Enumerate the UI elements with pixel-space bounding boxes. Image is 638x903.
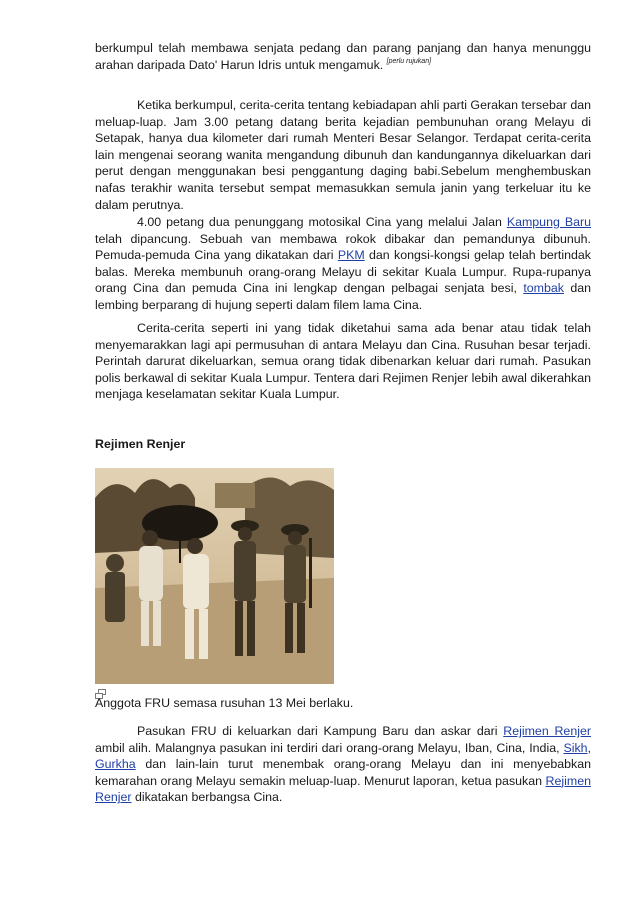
- link-pkm[interactable]: PKM: [337, 248, 365, 263]
- paragraph-1: [95, 40, 591, 73]
- paragraph-3: [95, 214, 591, 314]
- paragraph-2: [95, 97, 591, 213]
- link-rejimen-renjer-2[interactable]: Rejimen Renjer: [95, 773, 591, 805]
- paragraph-5-text-2: ambil alih. Malangnya pasukan ini terdiri dari orang-orang Melayu, Iban, Cina, India,: [95, 740, 564, 755]
- paragraph-2-text: Ketika berkumpul, cerita-cerita tentang kebiadapan ahli parti Gerakan tersebar dan meluap-luap. Jam 3.00 petang datang berita kejadian pembunuhan orang Melayu di Setapak, hanya dua kilometer dari rumah Menteri Besar Selangor. Terdapat cerita-cerita lain mengenai seorang wanita mengandung dibunuh dan kandungannya dikeluarkan dari perut dengan menggunakan besi penggantung daging babi.Sebelum menghembuskan nafas terakhir wanita tersebut sempat memasukkan semula janin yang terkeluar itu ke dalam perutnya.: [95, 98, 591, 212]
- riot-photo[interactable]: [95, 468, 334, 684]
- paragraph-5-text-5: dikatakan berbangsa Cina.: [131, 790, 283, 805]
- paragraph-5-text-1: Pasukan FRU di keluarkan dari Kampung Baru dan askar dari: [137, 724, 504, 738]
- paragraph-3-text-1: 4.00 petang dua penunggang motosikal Cina yang melalui Jalan: [137, 215, 507, 229]
- link-sikh[interactable]: Sikh: [563, 740, 588, 755]
- paragraph-5: [95, 723, 591, 806]
- riot-photo-image: [95, 468, 334, 684]
- link-kampung-baru[interactable]: Kampung Baru: [506, 215, 591, 229]
- paragraph-3-text-4: dan lembing berparang di hujung seperti dalam filem lama Cina.: [95, 281, 591, 312]
- link-rejimen-renjer[interactable]: Rejimen Renjer: [503, 724, 591, 738]
- paragraph-3-text-2: telah dipancung. Sebuah van membawa rokok dibakar dan pemandunya dibunuh. Pemuda-pemuda Cina yang dikatakan dari: [95, 231, 591, 263]
- paragraph-3-text-3: dan kongsi-kongsi gelap telah bertindak balas. Mereka membunuh orang-orang Melayu di sekitar Kuala Lumpur. Rupa-rupanya orang Cina dan pemuda Cina ini lengkap dengan pelbagai senjata besi,: [95, 248, 591, 296]
- section-heading: Rejimen Renjer: [95, 437, 186, 451]
- paragraph-5-text-3: ,: [587, 740, 591, 755]
- paragraph-1-text: berkumpul telah membawa senjata pedang dan parang panjang dan hanya menunggu arahan daripada Dato' Harun Idris untuk mengamuk.: [95, 41, 591, 72]
- citation-needed-note[interactable]: [perlu rujukan]: [386, 57, 432, 65]
- paragraph-4: [95, 320, 591, 403]
- paragraph-4-text: Cerita-cerita seperti ini yang tidak diketahui sama ada benar atau tidak telah menyemarakkan lagi api permusuhan di antara Melayu dan Cina. Rusuhan besar terjadi. Perintah darurat dikeluarkan, semua orang tidak dibenarkan keluar dari rumah. Pasukan polis berkawal di sekitar Kuala Lumpur. Tentera dari Rejimen Renjer lebih awal dikerahkan menjaga keselamatan sekitar Kuala Lumpur.: [95, 321, 591, 402]
- link-tombak[interactable]: tombak: [523, 281, 564, 296]
- link-gurkha[interactable]: Gurkha: [95, 757, 136, 772]
- photo-caption: Anggota FRU semasa rusuhan 13 Mei berlaku.: [95, 696, 354, 710]
- paragraph-5-text-4: dan lain-lain turut menembak orang-orang Melayu dan ini menyebabkan kemarahan orang Melayu semakin meluap-luap. Menurut laporan, ketua pasukan: [95, 757, 591, 788]
- enlarge-icon[interactable]: [95, 686, 107, 696]
